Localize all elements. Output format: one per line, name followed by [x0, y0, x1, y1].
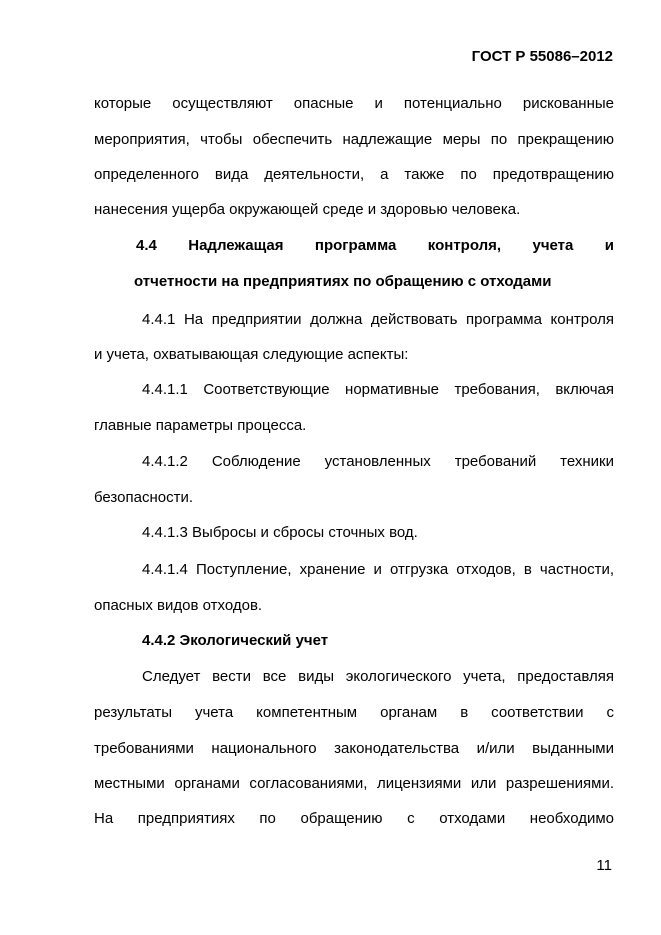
- text-line: мероприятия, чтобы обеспечить надлежащие меры по прекращению: [94, 131, 614, 148]
- text-line: местными органами согласованиями, лицензиями или разрешениями.: [94, 775, 614, 792]
- text-line: 4.4.1 На предприятии должна действовать программа контроля: [142, 311, 614, 328]
- text-line: 4.4.1.1 Соответствующие нормативные требования, включая: [142, 381, 614, 398]
- text-line: 4.4.1.3 Выбросы и сбросы сточных вод.: [142, 524, 418, 541]
- text-line: главные параметры процесса.: [94, 417, 307, 434]
- text-line: и учета, охватывающая следующие аспекты:: [94, 346, 409, 363]
- text-line: На предприятиях по обращению с отходами необходимо: [94, 810, 614, 827]
- text-line: результаты учета компетентным органам в соответствии с: [94, 704, 614, 721]
- text-line: безопасности.: [94, 489, 193, 506]
- text-line: требованиями национального законодательства и/или выданными: [94, 740, 614, 757]
- text-line: которые осуществляют опасные и потенциально рискованные: [94, 95, 614, 112]
- section-heading: 4.4 Надлежащая программа контроля, учета и: [136, 237, 614, 254]
- text-line: опасных видов отходов.: [94, 597, 263, 614]
- text-line: нанесения ущерба окружающей среде и здоровью человека.: [94, 201, 521, 218]
- section-heading-cont: отчетности на предприятиях по обращению с отходами: [134, 273, 552, 290]
- text-line: 4.4.1.2 Соблюдение установленных требований техники: [142, 453, 614, 470]
- text-line: Следует вести все виды экологического учета, предоставляя: [142, 668, 614, 685]
- text-line: определенного вида деятельности, а также по предотвращению: [94, 166, 614, 183]
- page-number: 11: [596, 857, 612, 874]
- document-code: ГОСТ Р 55086–2012: [471, 48, 613, 65]
- subsection-heading: 4.4.2 Экологический учет: [142, 632, 329, 649]
- text-line: 4.4.1.4 Поступление, хранение и отгрузка отходов, в частности,: [142, 561, 614, 578]
